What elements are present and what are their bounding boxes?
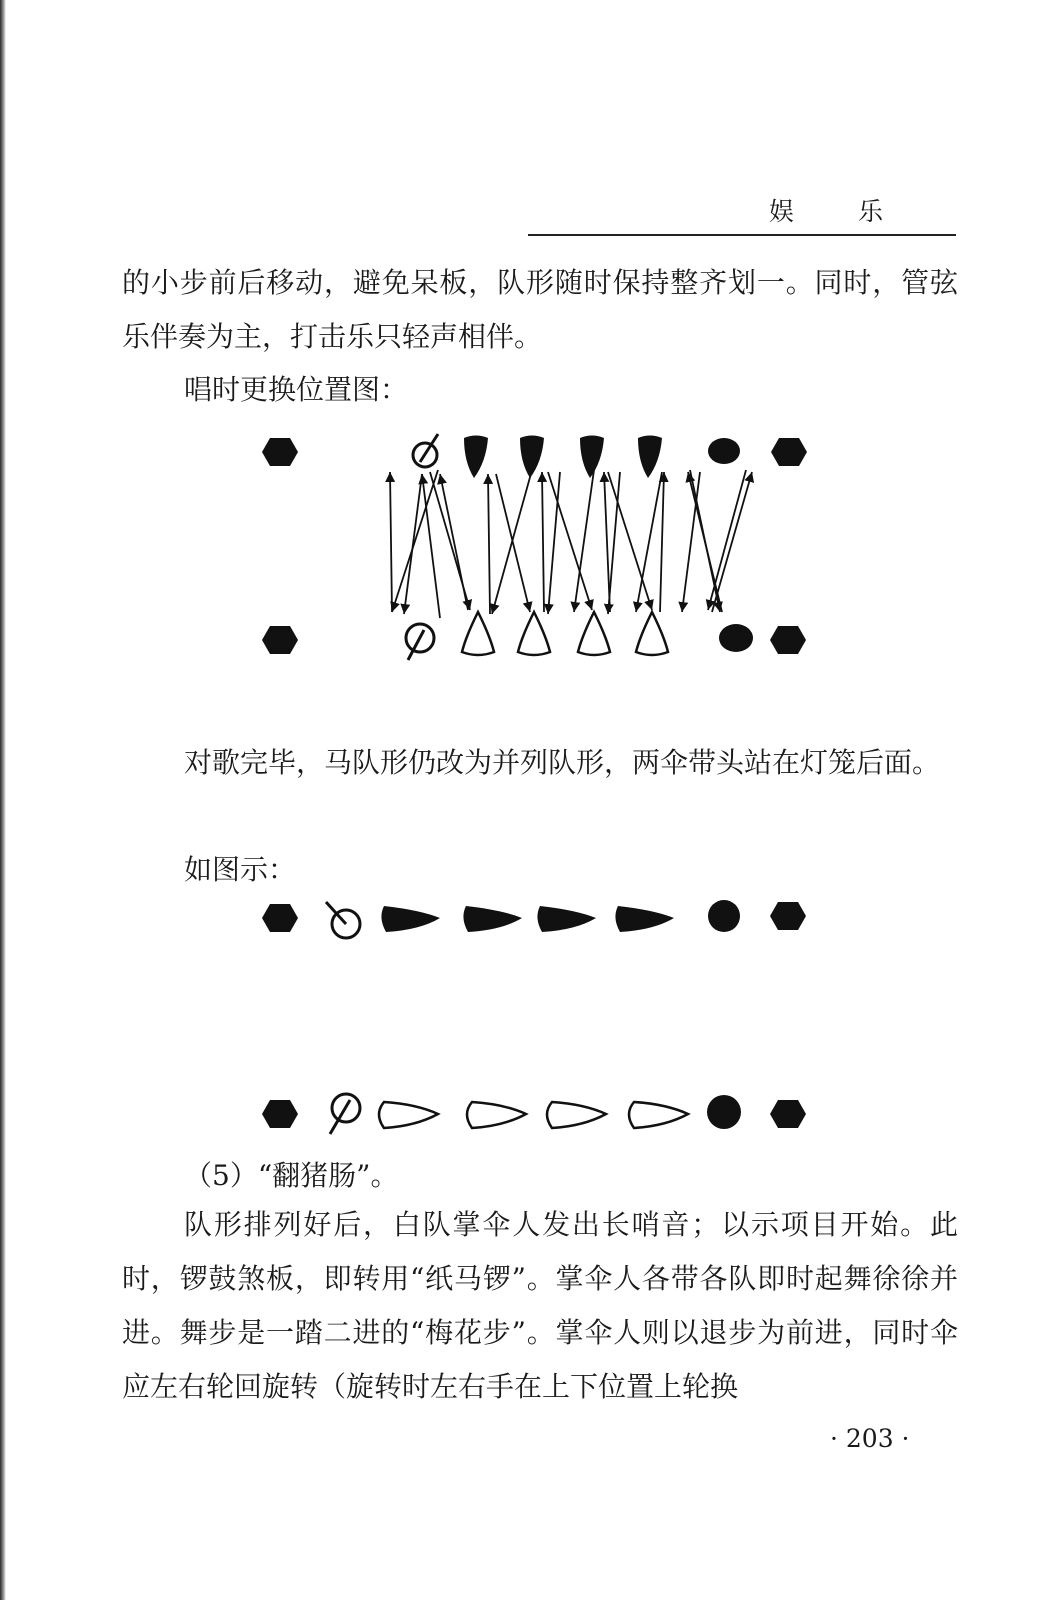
horse-white-icon	[467, 1102, 526, 1128]
position-change-diagram	[0, 400, 1063, 680]
paragraph-1: 的小步前后移动，避免呆板，队形随时保持整齐划一。同时，管弦乐伴奏为主，打击乐只轻声相伴。	[122, 266, 958, 353]
diagram2-caption: 如图示：	[184, 853, 297, 886]
black-circle-icon	[719, 624, 753, 652]
umbrella-icon	[326, 902, 360, 938]
horse-black-icon	[520, 436, 544, 479]
horse-black-icon	[615, 906, 674, 932]
horse-black-icon	[381, 906, 440, 932]
lantern-hexagon-icon	[262, 904, 298, 932]
lantern-hexagon-icon	[771, 438, 807, 466]
movement-arrows	[390, 470, 752, 618]
horse-black-icon	[464, 436, 488, 479]
horse-black-icon	[580, 436, 604, 479]
scan-edge	[0, 0, 6, 1600]
black-circle-icon	[708, 900, 740, 932]
horse-white-icon	[578, 612, 610, 655]
black-circle-icon	[708, 438, 740, 464]
horse-white-icon	[636, 612, 668, 655]
horse-white-icon	[462, 612, 494, 655]
lantern-hexagon-icon	[262, 1100, 298, 1128]
horse-black-icon	[463, 906, 522, 932]
horse-white-icon	[547, 1102, 606, 1128]
diagram1-caption: 唱时更换位置图：	[184, 373, 409, 406]
page-number: · 203 ·	[830, 1424, 910, 1453]
horse-black-icon	[638, 436, 662, 479]
umbrella-icon	[330, 1094, 360, 1134]
lantern-hexagon-icon	[770, 626, 806, 654]
horse-white-icon	[629, 1102, 688, 1128]
running-header: 娱 乐	[769, 197, 911, 226]
lantern-hexagon-icon	[262, 438, 298, 466]
horse-black-icon	[537, 906, 596, 932]
black-circle-icon	[707, 1095, 741, 1129]
umbrella-icon	[406, 624, 434, 660]
header-rule	[528, 234, 956, 236]
lantern-hexagon-icon	[262, 626, 298, 654]
parallel-formation-diagram	[0, 880, 1063, 1140]
paragraph-2: 对歌完毕，马队形仍改为并列队形，两伞带头站在灯笼后面。	[184, 746, 941, 779]
horse-white-icon	[379, 1102, 438, 1128]
umbrella-icon	[413, 434, 438, 467]
horse-white-icon	[518, 612, 550, 655]
lantern-hexagon-icon	[770, 1100, 806, 1128]
lantern-hexagon-icon	[770, 902, 806, 930]
paragraph-3: 队形排列好后，白队掌伞人发出长哨音；以示项目开始。此时，锣鼓煞板，即转用“纸马锣”。掌伞人各带各队即时起舞徐徐并进。舞步是一踏二进的“梅花步”。掌伞人则以退步为前进，同时伞应左右轮回旋转（旋转时左右手在上下位置上轮换	[122, 1208, 958, 1403]
item-5-title: （5）“翻猪肠”。	[184, 1159, 399, 1192]
